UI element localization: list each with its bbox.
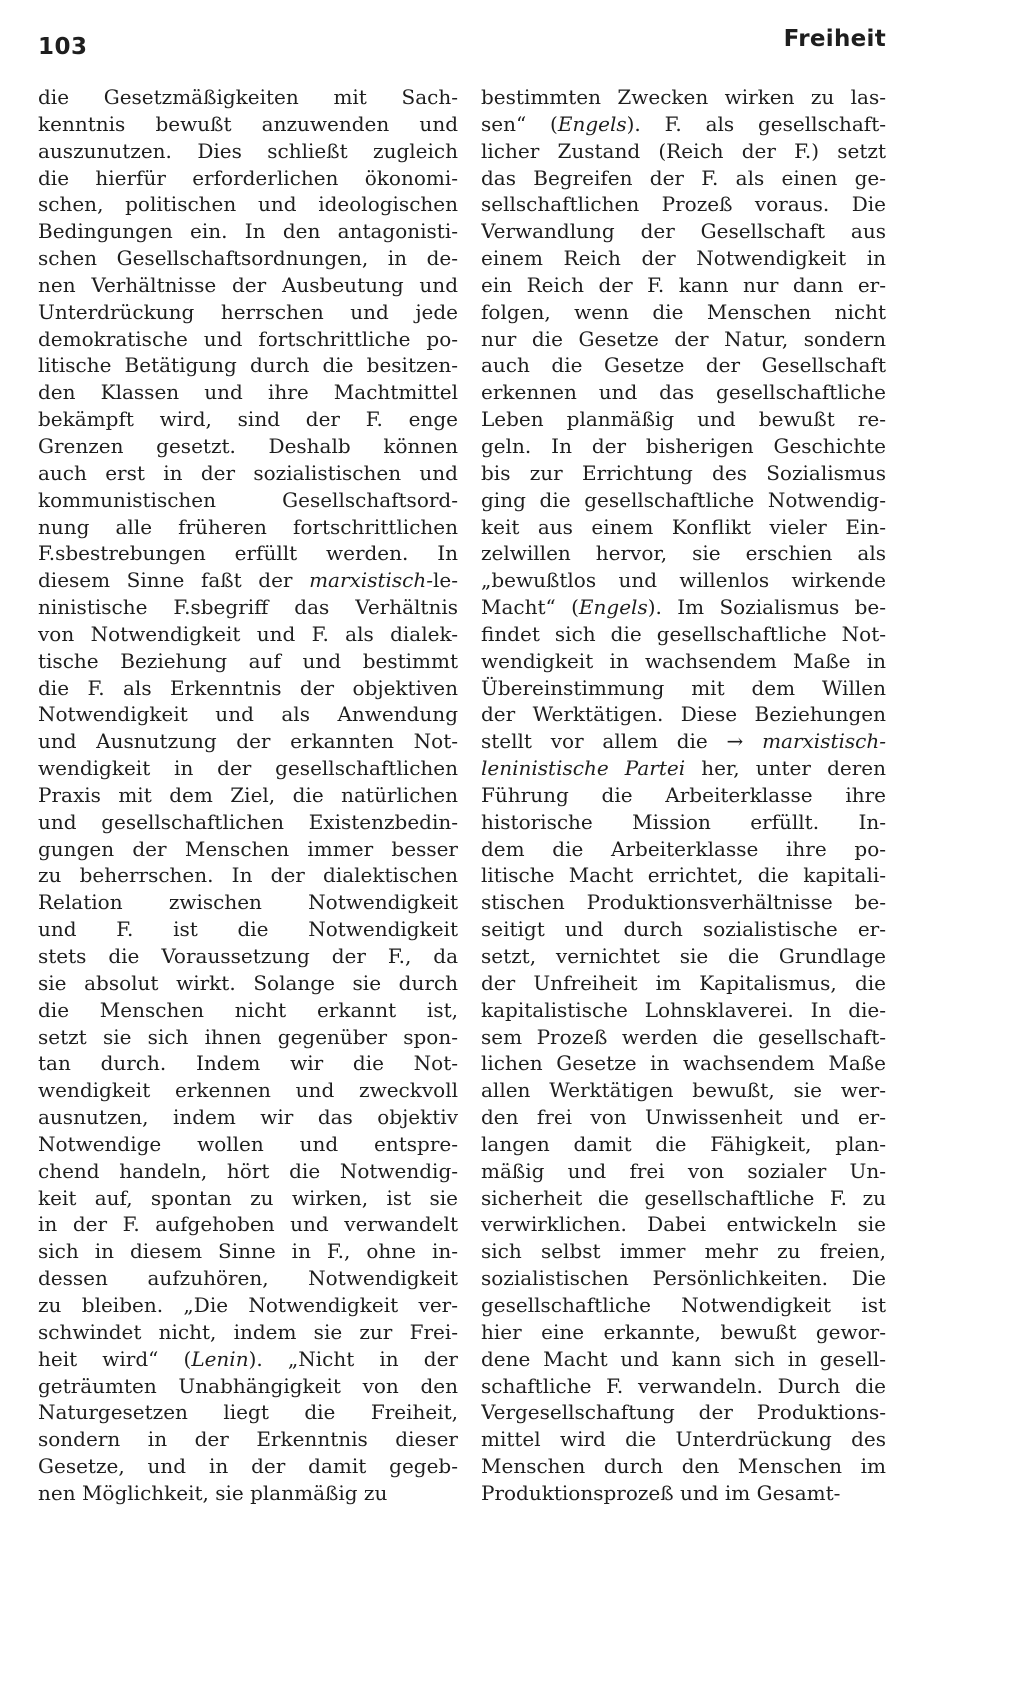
right-column-line: auch die Gesetze der Gesellschaft: [481, 353, 886, 378]
right-column-line: Führung die Arbeiterklasse ihre: [481, 782, 886, 807]
left-column-line: Unterdrückung herrschen und jede: [38, 299, 458, 324]
right-column-line: stellt vor allem die → marxistisch-: [481, 729, 886, 754]
left-column-line: wendigkeit in der gesellschaftlichen: [38, 756, 458, 781]
right-column-line: geln. In der bisherigen Geschichte: [481, 433, 886, 458]
right-column-line: den frei von Unwissenheit und er-: [481, 1105, 886, 1130]
left-column-line: schwindet nicht, indem sie zur Frei-: [38, 1319, 458, 1344]
right-column-line: bis zur Errichtung des Sozialismus: [481, 460, 886, 485]
right-column-line: hier eine erkannte, bewußt gewor-: [481, 1319, 886, 1344]
right-column-line: nur die Gesetze der Natur, sondern: [481, 326, 886, 351]
right-column-line: ein Reich der F. kann nur dann er-: [481, 272, 886, 297]
right-column-line: langen damit die Fähigkeit, plan-: [481, 1131, 886, 1156]
left-column-line: gungen der Menschen immer besser: [38, 836, 458, 861]
left-column-line: und gesellschaftlichen Existenzbedin-: [38, 809, 458, 834]
left-column-line: die Gesetzmäßigkeiten mit Sach-: [38, 85, 458, 109]
left-column-line: Grenzen gesetzt. Deshalb können: [38, 433, 458, 458]
left-column-line: die Menschen nicht erkannt ist,: [38, 997, 458, 1022]
left-column-line: Gesetze, und in der damit gegeb-: [38, 1454, 458, 1479]
right-column-line: sen“ (Engels). F. als gesellschaft-: [481, 111, 886, 136]
running-head: Freiheit: [783, 26, 886, 52]
left-column-line: demokratische und fortschrittliche po-: [38, 326, 458, 351]
left-column-line: ninistische F.sbegriff das Verhältnis: [38, 595, 458, 620]
right-column-line: keit aus einem Konflikt vieler Ein-: [481, 514, 886, 539]
left-column-line: sie absolut wirkt. Solange sie durch: [38, 970, 458, 995]
right-column-line: mäßig und frei von sozialer Un-: [481, 1158, 886, 1183]
left-column: [38, 84, 458, 1507]
left-column-line: Notwendige wollen und entspre-: [38, 1131, 458, 1156]
right-column-line: ging die gesellschaftliche Notwendig-: [481, 487, 886, 512]
right-column-line: wendigkeit in wachsendem Maße in: [481, 648, 886, 673]
left-column-line: diesem Sinne faßt der marxistisch-le-: [38, 568, 458, 593]
right-column-line: sem Prozeß werden die gesellschaft-: [481, 1024, 886, 1049]
right-column-line: Übereinstimmung mit dem Willen: [481, 675, 886, 700]
right-column-line: Macht“ (Engels). Im Sozialismus be-: [481, 595, 886, 620]
right-column-line: mittel wird die Unterdrückung des: [481, 1427, 886, 1452]
left-column-line: tan durch. Indem wir die Not-: [38, 1051, 458, 1076]
left-column-line: die hierfür erforderlichen ökonomi-: [38, 165, 458, 190]
left-column-line: ausnutzen, indem wir das objektiv: [38, 1105, 458, 1130]
right-column-line: sellschaftlichen Prozeß voraus. Die: [481, 192, 886, 217]
left-column-line: bekämpft wird, sind der F. enge: [38, 407, 458, 432]
right-column-line: allen Werktätigen bewußt, sie wer-: [481, 1078, 886, 1103]
right-column-line: setzt, vernichtet sie die Grundlage: [481, 944, 886, 968]
right-column-line: schaftliche F. verwandeln. Durch die: [481, 1373, 886, 1398]
left-column-line: Naturgesetzen liegt die Freiheit,: [38, 1400, 458, 1425]
right-column-line: das Begreifen der F. als einen ge-: [481, 165, 886, 190]
right-column-line: bestimmten Zwecken wirken zu las-: [481, 85, 886, 109]
left-column-line: geträumten Unabhängigkeit von den: [38, 1373, 458, 1398]
right-column: [481, 84, 886, 1507]
left-column-line: und F. ist die Notwendigkeit: [38, 917, 458, 942]
left-column-line: heit wird“ (Lenin). „Nicht in der: [38, 1346, 458, 1371]
left-column-line: kenntnis bewußt anzuwenden und: [38, 111, 458, 136]
left-column-line: den Klassen und ihre Machtmittel: [38, 380, 458, 405]
left-column-line: schen Gesellschaftsordnungen, in de-: [38, 246, 458, 271]
left-column-line: zu beherrschen. In der dialektischen: [38, 863, 458, 888]
left-column-line: Notwendigkeit und als Anwendung: [38, 702, 458, 727]
left-column-line: auch erst in der sozialistischen und: [38, 460, 458, 485]
left-column-line: nen Möglichkeit, sie planmäßig zu: [38, 1480, 388, 1505]
right-column-line: leninistische Partei her, unter deren: [481, 756, 886, 781]
right-column-line: erkennen und das gesellschaftliche: [481, 380, 886, 405]
left-column-line: keit auf, spontan zu wirken, ist sie: [38, 1185, 458, 1210]
right-column-line: einem Reich der Notwendigkeit in: [481, 246, 886, 271]
left-column-line: und Ausnutzung der erkannten Not-: [38, 729, 458, 754]
right-column-line: folgen, wenn die Menschen nicht: [481, 299, 886, 324]
left-column-line: stets die Voraussetzung der F., da: [38, 944, 458, 968]
left-column-line: setzt sie sich ihnen gegenüber spon-: [38, 1024, 458, 1049]
right-column-line: dene Macht und kann sich in gesell-: [481, 1346, 886, 1371]
left-column-line: Bedingungen ein. In den antagonisti-: [38, 219, 458, 244]
left-column-line: nen Verhältnisse der Ausbeutung und: [38, 272, 458, 297]
right-column-line: Produktionsprozeß und im Gesamt-: [481, 1480, 841, 1505]
right-column-line: litische Macht errichtet, die kapitali-: [481, 863, 886, 888]
left-column-line: von Notwendigkeit und F. als dialek-: [38, 621, 458, 646]
right-column-line: sich selbst immer mehr zu freien,: [481, 1239, 886, 1264]
right-column-line: sozialistischen Persönlichkeiten. Die: [481, 1266, 886, 1291]
right-column-line: Menschen durch den Menschen im: [481, 1454, 886, 1479]
left-column-line: in der F. aufgehoben und verwandelt: [38, 1212, 458, 1237]
left-column-line: tische Beziehung auf und bestimmt: [38, 648, 458, 673]
right-column-line: Vergesellschaftung der Produktions-: [481, 1400, 886, 1425]
right-column-line: lichen Gesetze in wachsendem Maße: [481, 1051, 886, 1076]
right-column-line: Leben planmäßig und bewußt re-: [481, 407, 886, 432]
right-column-line: kapitalistische Lohnsklaverei. In die-: [481, 997, 886, 1022]
right-column-line: der Werktätigen. Diese Beziehungen: [481, 702, 886, 727]
right-column-line: gesellschaftliche Notwendigkeit ist: [481, 1292, 886, 1317]
left-column-line: kommunistischen Gesellschaftsord-: [38, 487, 458, 512]
left-column-line: nung alle früheren fortschrittlichen: [38, 514, 458, 539]
left-column-line: wendigkeit erkennen und zweckvoll: [38, 1078, 458, 1103]
right-column-line: sicherheit die gesellschaftliche F. zu: [481, 1185, 886, 1210]
right-column-line: dem die Arbeiterklasse ihre po-: [481, 836, 886, 861]
left-column-line: Praxis mit dem Ziel, die natürlichen: [38, 782, 458, 807]
left-column-line: dessen aufzuhören, Notwendigkeit: [38, 1266, 458, 1291]
right-column-line: licher Zustand (Reich der F.) setzt: [481, 138, 886, 163]
right-column-line: zelwillen hervor, sie erschien als: [481, 541, 886, 566]
right-column-line: verwirklichen. Dabei entwickeln sie: [481, 1212, 886, 1237]
right-column-line: Verwandlung der Gesellschaft aus: [481, 219, 886, 244]
left-column-line: schen, politischen und ideologischen: [38, 192, 458, 217]
right-column-line: der Unfreiheit im Kapitalismus, die: [481, 970, 886, 995]
left-column-line: F.sbestrebungen erfüllt werden. In: [38, 541, 458, 566]
left-column-line: litische Betätigung durch die besitzen-: [38, 353, 458, 378]
right-column-line: historische Mission erfüllt. In-: [481, 809, 886, 834]
left-column-line: sich in diesem Sinne in F., ohne in-: [38, 1239, 458, 1264]
left-column-line: auszunutzen. Dies schließt zugleich: [38, 138, 458, 163]
left-column-line: Relation zwischen Notwendigkeit: [38, 890, 458, 915]
page-number: 103: [38, 34, 88, 60]
left-column-line: chend handeln, hört die Notwendig-: [38, 1158, 458, 1183]
right-column-line: stischen Produktionsverhältnisse be-: [481, 890, 886, 915]
left-column-line: sondern in der Erkenntnis dieser: [38, 1427, 458, 1452]
right-column-line: seitigt und durch sozialistische er-: [481, 917, 886, 942]
right-column-line: findet sich die gesellschaftliche Not-: [481, 621, 886, 646]
right-column-line: „bewußtlos und willenlos wirkende: [481, 568, 886, 593]
left-column-line: die F. als Erkenntnis der objektiven: [38, 675, 458, 700]
left-column-line: zu bleiben. „Die Notwendigkeit ver-: [38, 1292, 458, 1317]
